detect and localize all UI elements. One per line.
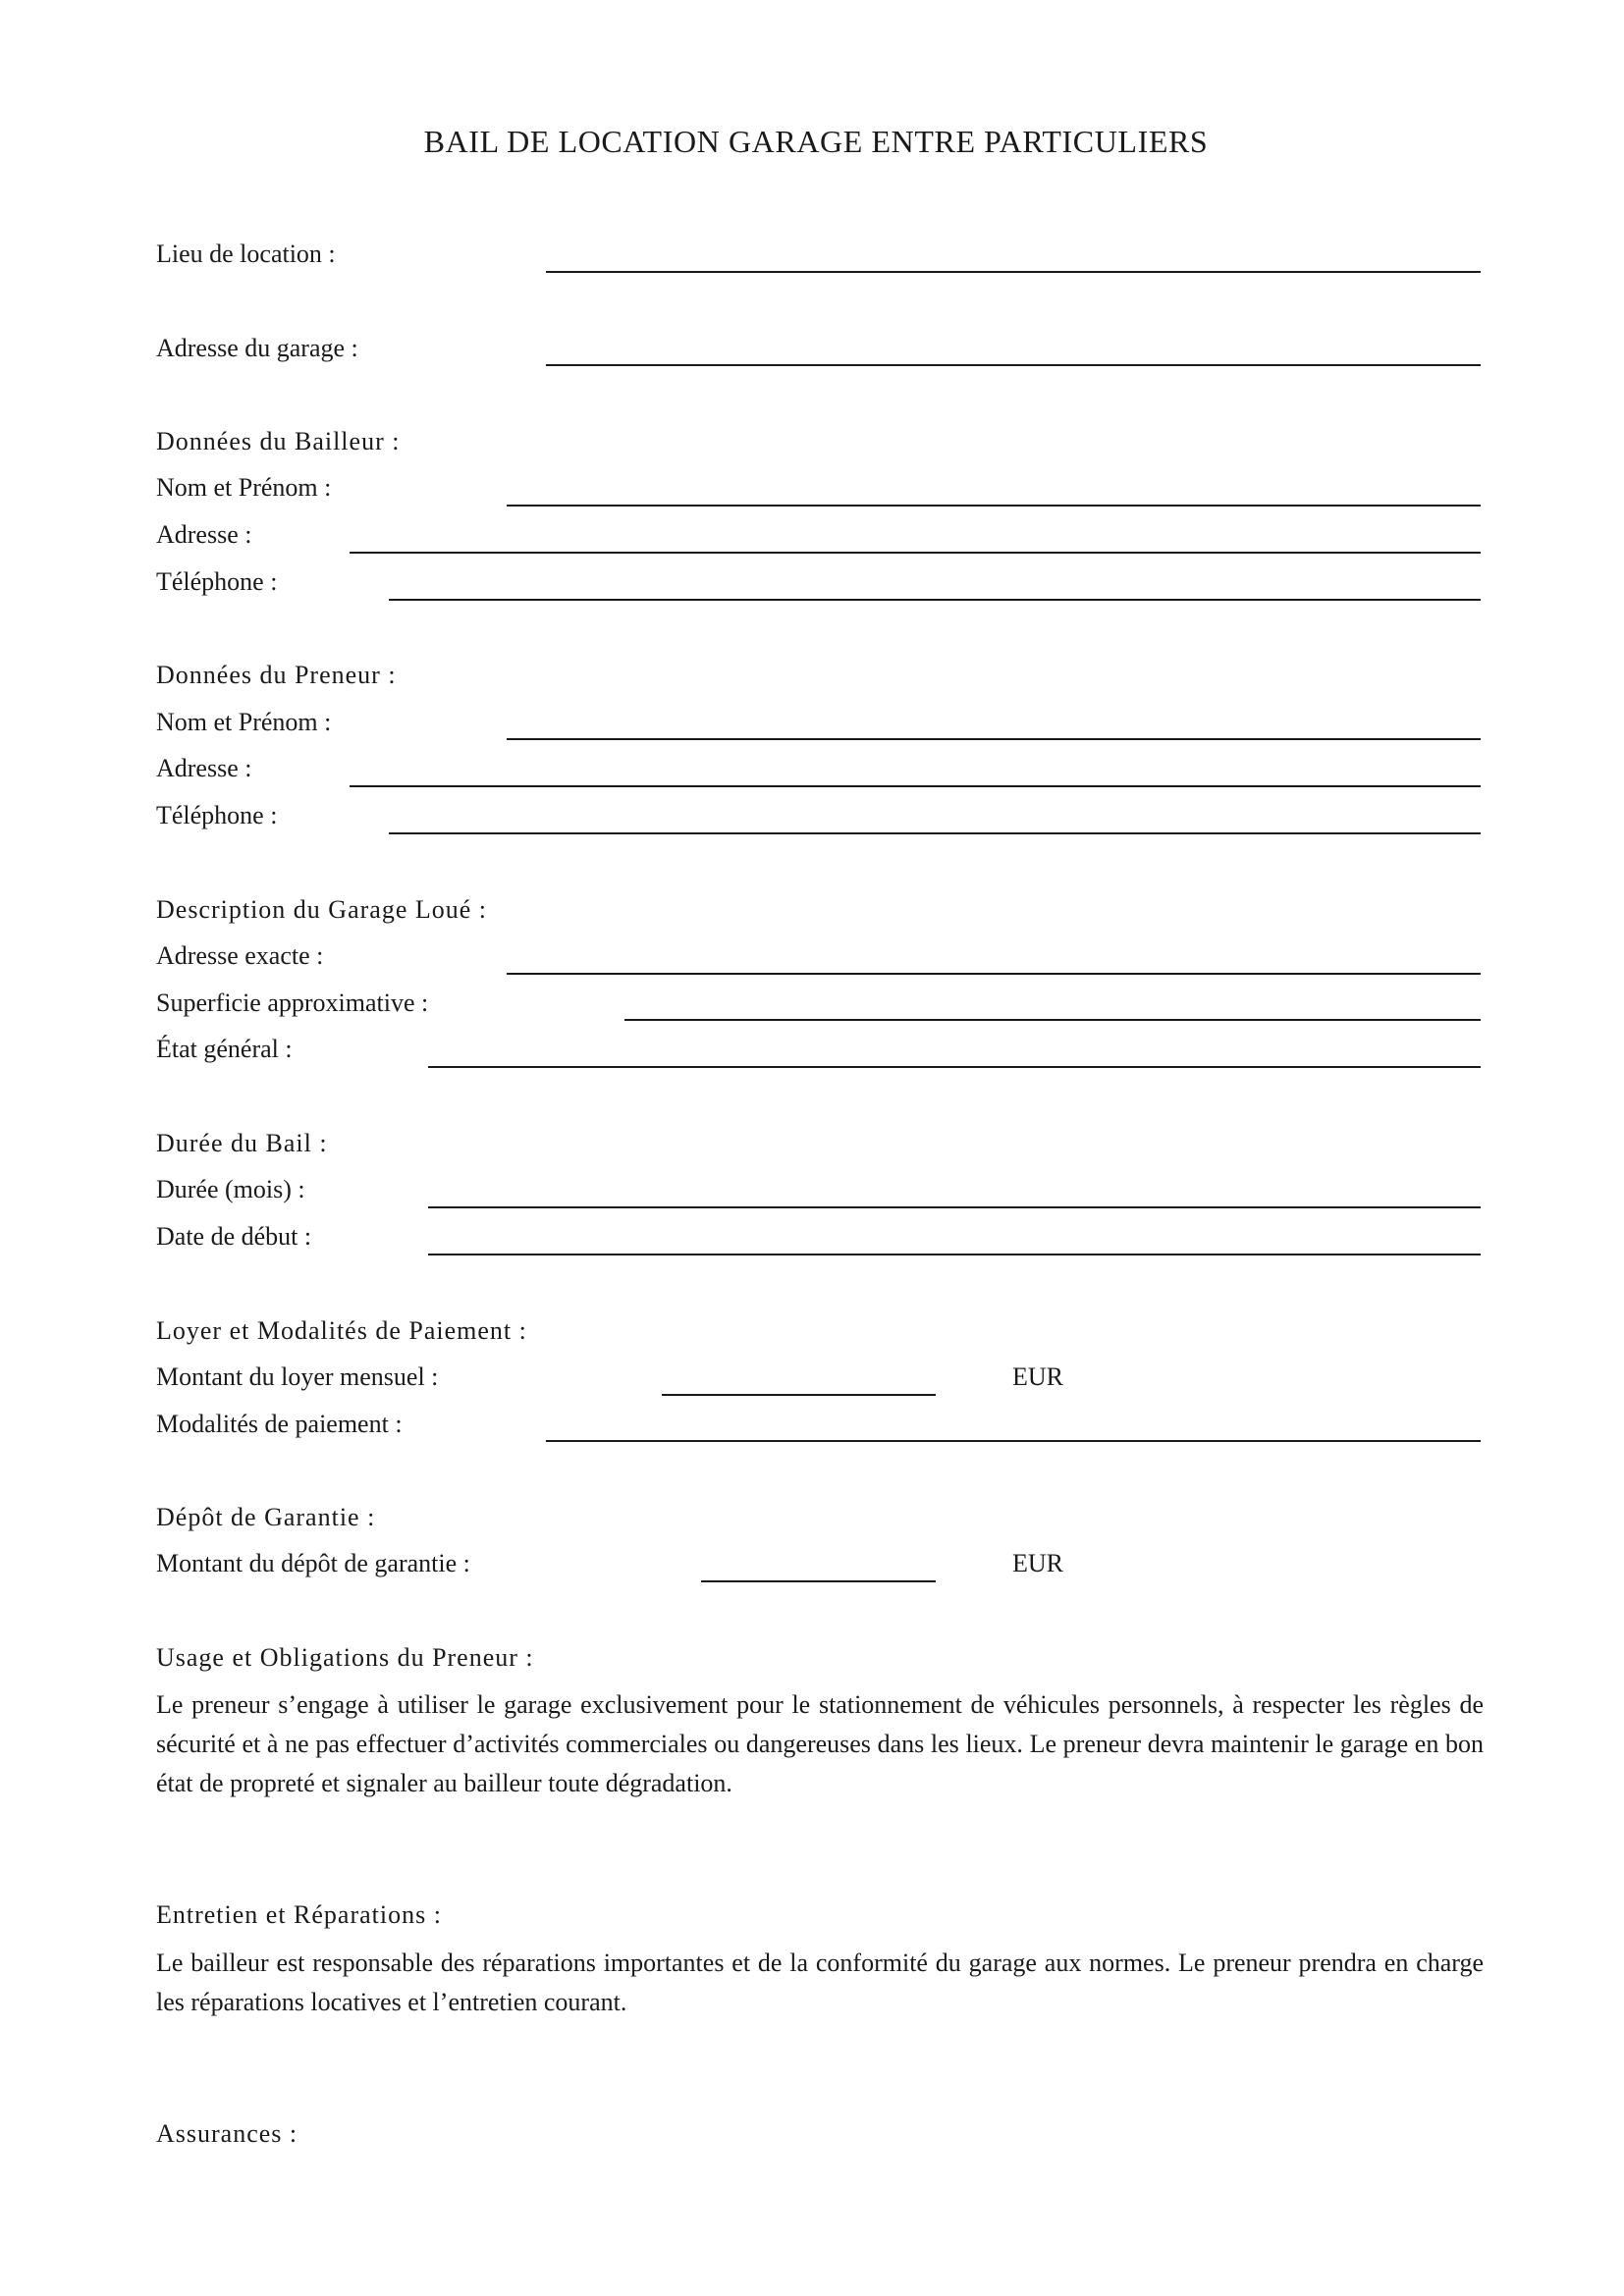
garage-adresse-label: Adresse exacte :	[156, 941, 324, 970]
garage-superficie-field[interactable]	[624, 1019, 1481, 1021]
garage-etat-field[interactable]	[428, 1066, 1481, 1068]
depot-heading: Dépôt de Garantie :	[156, 1503, 376, 1531]
adresse-garage-label: Adresse du garage :	[156, 334, 358, 362]
garage-adresse-field[interactable]	[507, 973, 1481, 975]
preneur-telephone-field[interactable]	[389, 832, 1481, 834]
preneur-adresse-field[interactable]	[350, 785, 1481, 787]
garage-etat-label: État général :	[156, 1035, 293, 1063]
bailleur-nom-field[interactable]	[507, 505, 1481, 507]
usage-heading: Usage et Obligations du Preneur :	[156, 1643, 534, 1672]
bailleur-adresse-field[interactable]	[350, 552, 1481, 554]
loyer-currency: EUR	[1012, 1362, 1063, 1391]
preneur-adresse-label: Adresse :	[156, 754, 252, 782]
garage-heading: Description du Garage Loué :	[156, 895, 488, 924]
preneur-nom-field[interactable]	[507, 738, 1481, 740]
preneur-heading: Données du Preneur :	[156, 661, 397, 689]
duree-mois-field[interactable]	[428, 1206, 1481, 1208]
loyer-montant-label: Montant du loyer mensuel :	[156, 1362, 439, 1391]
lieu-location-field[interactable]	[546, 271, 1481, 273]
entretien-heading: Entretien et Réparations :	[156, 1900, 442, 1929]
depot-currency: EUR	[1012, 1549, 1063, 1577]
modalites-paiement-field[interactable]	[546, 1440, 1481, 1442]
duree-heading: Durée du Bail :	[156, 1129, 328, 1157]
modalites-paiement-label: Modalités de paiement :	[156, 1410, 403, 1438]
document-title: BAIL DE LOCATION GARAGE ENTRE PARTICULIERS	[423, 124, 1209, 159]
usage-paragraph: Le preneur s’engage à utiliser le garage exclusivement pour le stationnement de véhicules personnels, à respecter les règles de sécurité et à ne pas effectuer d’activités commerciales ou dangereuses dans les lieux. Le preneur devra maintenir le garage en bon état de propreté et signaler au bailleur toute dégradation.	[156, 1690, 1484, 1797]
date-debut-field[interactable]	[428, 1254, 1481, 1255]
depot-montant-field[interactable]	[701, 1580, 936, 1582]
garage-superficie-label: Superficie approximative :	[156, 988, 429, 1017]
depot-montant-label: Montant du dépôt de garantie :	[156, 1549, 470, 1577]
loyer-heading: Loyer et Modalités de Paiement :	[156, 1316, 527, 1345]
lieu-location-label: Lieu de location :	[156, 240, 336, 268]
duree-mois-label: Durée (mois) :	[156, 1175, 305, 1203]
bailleur-telephone-label: Téléphone :	[156, 567, 278, 596]
bailleur-adresse-label: Adresse :	[156, 520, 252, 549]
loyer-montant-field[interactable]	[662, 1394, 936, 1396]
date-debut-label: Date de début :	[156, 1222, 312, 1251]
preneur-nom-label: Nom et Prénom :	[156, 708, 332, 736]
bailleur-nom-label: Nom et Prénom :	[156, 473, 332, 502]
bailleur-heading: Données du Bailleur :	[156, 427, 401, 455]
bailleur-telephone-field[interactable]	[389, 599, 1481, 601]
entretien-paragraph: Le bailleur est responsable des réparations importantes et de la conformité du garage aux normes. Le preneur prendra en charge les réparations locatives et l’entretien courant.	[156, 1949, 1484, 2016]
assurances-heading: Assurances :	[156, 2119, 298, 2148]
preneur-telephone-label: Téléphone :	[156, 801, 278, 829]
adresse-garage-field[interactable]	[546, 364, 1481, 366]
